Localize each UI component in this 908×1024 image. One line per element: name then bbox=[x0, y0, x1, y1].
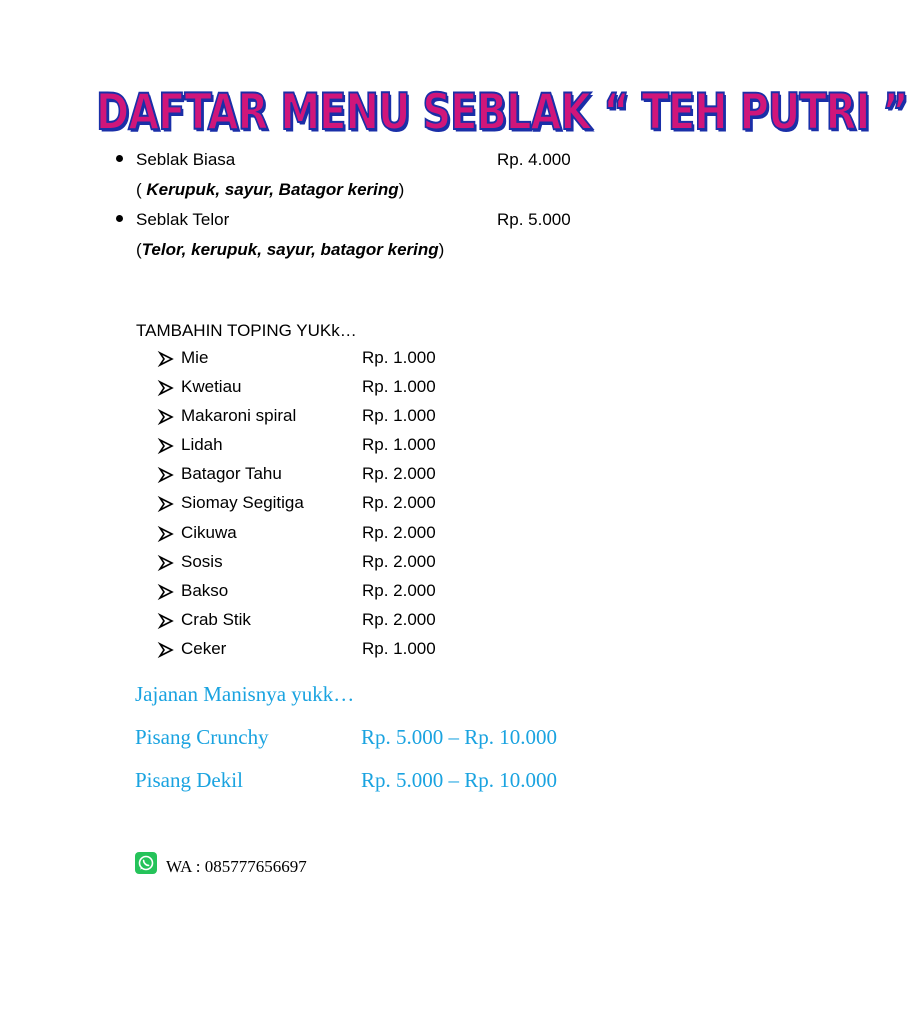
topping-name: Lidah bbox=[181, 435, 223, 455]
whatsapp-icon bbox=[135, 852, 157, 874]
topping-price: Rp. 2.000 bbox=[362, 580, 436, 600]
topping-item bbox=[158, 581, 478, 610]
topping-name: Cikuwa bbox=[181, 522, 237, 542]
menu-item-ingredients: Kerupuk, sayur, Batagor kering bbox=[146, 180, 399, 199]
topping-price: Rp. 1.000 bbox=[362, 435, 436, 455]
arrow-bullet-icon bbox=[158, 584, 174, 600]
topping-name: Bakso bbox=[181, 580, 229, 600]
topping-price: Rp. 2.000 bbox=[362, 551, 436, 571]
arrow-bullet-icon bbox=[158, 351, 174, 367]
main-menu-list bbox=[110, 150, 610, 270]
topping-item bbox=[158, 377, 478, 406]
arrow-bullet-icon bbox=[158, 642, 174, 658]
sweet-item-name: Pisang Dekil bbox=[135, 768, 243, 792]
menu-item-price: Rp. 4.000 bbox=[497, 150, 571, 169]
whatsapp-number: WA : 085777656697 bbox=[166, 857, 307, 876]
sweet-item-price: Rp. 5.000 – Rp. 10.000 bbox=[361, 768, 558, 792]
topping-name: Sosis bbox=[181, 551, 223, 571]
topping-price: Rp. 1.000 bbox=[362, 348, 436, 367]
topping-price: Rp. 2.000 bbox=[362, 493, 436, 513]
topping-name: Crab Stik bbox=[181, 609, 251, 629]
menu-item-description: ( Kerupuk, sayur, Batagor kering) bbox=[136, 180, 405, 199]
topping-price: Rp. 1.000 bbox=[362, 406, 436, 426]
topping-item bbox=[158, 552, 478, 581]
menu-title: DAFTAR MENU SEBLAK “ TEH PUTRI ” bbox=[96, 84, 908, 142]
topping-name: Mie bbox=[181, 348, 209, 367]
menu-item-seblak-telor bbox=[110, 210, 610, 270]
topping-list bbox=[158, 348, 478, 668]
sweet-heading: Jajanan Manisnya yukk… bbox=[135, 682, 355, 706]
topping-item bbox=[158, 610, 478, 639]
topping-item bbox=[158, 464, 478, 493]
topping-item bbox=[158, 523, 478, 552]
topping-price: Rp. 1.000 bbox=[362, 377, 436, 397]
menu-item-ingredients: Telor, kerupuk, sayur, batagor kering bbox=[141, 240, 439, 259]
menu-item-seblak-biasa bbox=[110, 150, 610, 210]
topping-name: Kwetiau bbox=[181, 377, 242, 397]
topping-name: Ceker bbox=[181, 638, 227, 658]
menu-item-price: Rp. 5.000 bbox=[497, 210, 571, 229]
sweet-item-name: Pisang Crunchy bbox=[135, 725, 269, 749]
topping-item bbox=[158, 435, 478, 464]
arrow-bullet-icon bbox=[158, 467, 174, 483]
sweet-item-pisang-dekil bbox=[135, 768, 615, 798]
topping-price: Rp. 1.000 bbox=[362, 638, 436, 658]
arrow-bullet-icon bbox=[158, 409, 174, 425]
topping-name: Siomay Segitiga bbox=[181, 493, 304, 513]
sweet-item-price: Rp. 5.000 – Rp. 10.000 bbox=[361, 725, 558, 749]
bullet-dot-icon bbox=[116, 215, 123, 222]
topping-name: Makaroni spiral bbox=[181, 406, 297, 426]
arrow-bullet-icon bbox=[158, 380, 174, 396]
menu-item-description: (Telor, kerupuk, sayur, batagor kering) bbox=[136, 240, 445, 259]
topping-item bbox=[158, 348, 478, 377]
menu-item-name: Seblak Biasa bbox=[136, 150, 236, 169]
arrow-bullet-icon bbox=[158, 526, 174, 542]
topping-item bbox=[158, 406, 478, 435]
topping-item bbox=[158, 639, 478, 668]
topping-item bbox=[158, 493, 478, 522]
menu-item-name: Seblak Telor bbox=[136, 210, 230, 229]
bullet-dot-icon bbox=[116, 155, 123, 162]
arrow-bullet-icon bbox=[158, 613, 174, 629]
arrow-bullet-icon bbox=[158, 555, 174, 571]
topping-price: Rp. 2.000 bbox=[362, 522, 436, 542]
topping-heading: TAMBAHIN TOPING YUKk… bbox=[136, 321, 357, 340]
topping-price: Rp. 2.000 bbox=[362, 609, 436, 629]
sweet-item-pisang-crunchy bbox=[135, 725, 615, 755]
topping-price: Rp. 2.000 bbox=[362, 464, 436, 484]
topping-name: Batagor Tahu bbox=[181, 464, 282, 484]
arrow-bullet-icon bbox=[158, 496, 174, 512]
arrow-bullet-icon bbox=[158, 438, 174, 454]
